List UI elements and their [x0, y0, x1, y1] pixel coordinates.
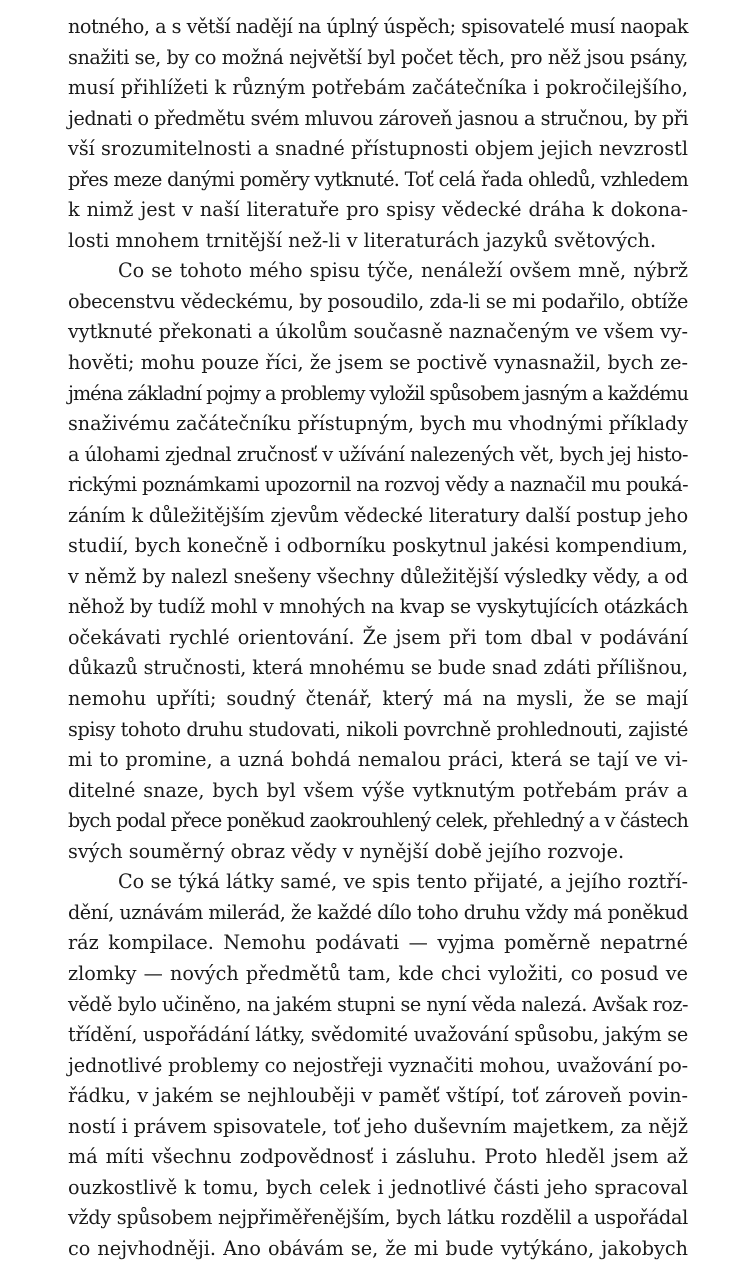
text-line: mi to promine, a uzná bohdá nemalou práci, která se tají ve vi- — [68, 748, 688, 772]
paragraph-last-line: svých souměrný obraz vědy v nynější době jejího rozvoje. — [68, 839, 625, 863]
text-line: v němž by nalezl snešeny všechny důležitější výsledky vědy, a od — [68, 564, 688, 588]
paragraph-last-line: losti mnohem trnitější než-li v literaturách jazyků světových. — [68, 228, 657, 252]
text-line: záním k důležitějším zjevům vědecké literatury další postup jeho — [68, 503, 688, 527]
text-line: zlomky — nových předmětů tam, kde chci vyložiti, co posud ve — [68, 961, 688, 985]
text-line: co nejvhodněji. Ano obávám se, že mi bude vytýkáno, jakobych — [68, 1236, 688, 1260]
text-line: jména základní pojmy a problemy vyložil spůsobem jasným a každému — [68, 381, 688, 405]
text-line: obecenstvu vědeckému, by posoudilo, zda-li se mi podařilo, obtíže — [68, 289, 688, 313]
paragraph-first-line: Co se tohoto mého spisu týče, nenáleží ovšem mně, nýbrž — [118, 259, 688, 283]
text-line: nemohu upříti; soudný čtenář, který má na mysli, že se mají — [68, 687, 688, 711]
text-line: musí přihlížeti k různým potřebám začátečníka i pokročilejšího, — [68, 76, 688, 100]
paragraph-first-line: Co se týká látky samé, ve spis tento přijaté, a jejího roztří- — [118, 870, 688, 894]
text-line: vědě bylo učiněno, na jakém stupni se nyní věda nalezá. Avšak roz- — [68, 992, 688, 1016]
text-line: ráz kompilace. Nemohu podávati — vyjma poměrně nepatrné — [68, 931, 688, 955]
text-line: ouzkostlivě k tomu, bych celek i jednotlivé části jeho spracoval — [68, 1175, 688, 1199]
text-line: spisy tohoto druhu studovati, nikoli povrchně prohlednouti, zajisté — [68, 717, 688, 741]
text-line: dění, uznávám milerád, že každé dílo toho druhu vždy má poněkud — [68, 900, 688, 924]
body-text — [68, 12, 688, 1264]
text-line: rickými poznámkami upozornil na rozvoj vědy a naznačil mu pouká- — [68, 473, 688, 497]
text-line: studií, bych konečně i odborníku poskytnul jakési kompendium, — [68, 534, 688, 558]
text-line: řádku, v jakém se nejhlouběji v paměť vštípí, toť zároveň povin- — [68, 1084, 688, 1108]
text-line: vší srozumitelnosti a snadné přístupnosti objem jejich nevzrostl — [68, 137, 688, 161]
text-line: jednati o předmětu svém mluvou zároveň jasnou a stručnou, by při — [68, 106, 688, 130]
text-line: přes meze danými poměry vytknuté. Toť celá řada ohledů, vzhledem — [68, 167, 688, 191]
text-line: a úlohami zjednal zručnosť v užívání nalezených vět, bych jej histo- — [68, 442, 688, 466]
text-line: má míti všechnu zodpovědnosť i zásluhu. Proto hleděl jsem až — [68, 1145, 688, 1169]
text-line: důkazů stručnosti, která mnohému se bude snad zdáti přílišnou, — [68, 656, 688, 680]
text-line: snažiti se, by co možná největší byl počet těch, pro něž jsou psány, — [68, 45, 688, 69]
text-line: snaživému začátečníku přístupným, bych mu vhodnými příklady — [68, 412, 688, 436]
text-line: jednotlivé problemy co nejostřeji vyznačiti mohou, uvažování po- — [68, 1053, 688, 1077]
text-line: třídění, uspořádání látky, svědomité uvažování spůsobu, jakým se — [68, 1023, 688, 1047]
text-line: vždy spůsobem nejpřiměřenějším, bych látku rozdělil a uspořádal — [68, 1206, 689, 1230]
text-line: očekávati rychlé orientování. Že jsem při tom dbal v podávání — [68, 625, 688, 649]
text-line: ditelné snaze, bych byl všem výše vytknutým potřebám práv a — [68, 778, 688, 802]
text-line: vytknuté překonati a úkolům současně naznačeným ve všem vy- — [68, 320, 688, 344]
text-line: bych podal přece poněkud zaokrouhlený celek, přehledný a v částech — [68, 809, 688, 833]
text-line: něhož by tudíž mohl v mnohých na kvap se vyskytujících otázkách — [68, 595, 688, 619]
text-line: ností i právem spisovatele, toť jeho duševním majetkem, za nějž — [68, 1114, 688, 1138]
text-line: notného, a s větší nadějí na úplný úspěch; spisovatelé musí naopak — [68, 15, 688, 38]
text-line: hověti; mohu pouze říci, že jsem se poctivě vynasnažil, bych ze- — [68, 351, 688, 375]
text-line: k nimž jest v naší literatuře pro spisy vědecké dráha k dokona- — [68, 198, 688, 222]
